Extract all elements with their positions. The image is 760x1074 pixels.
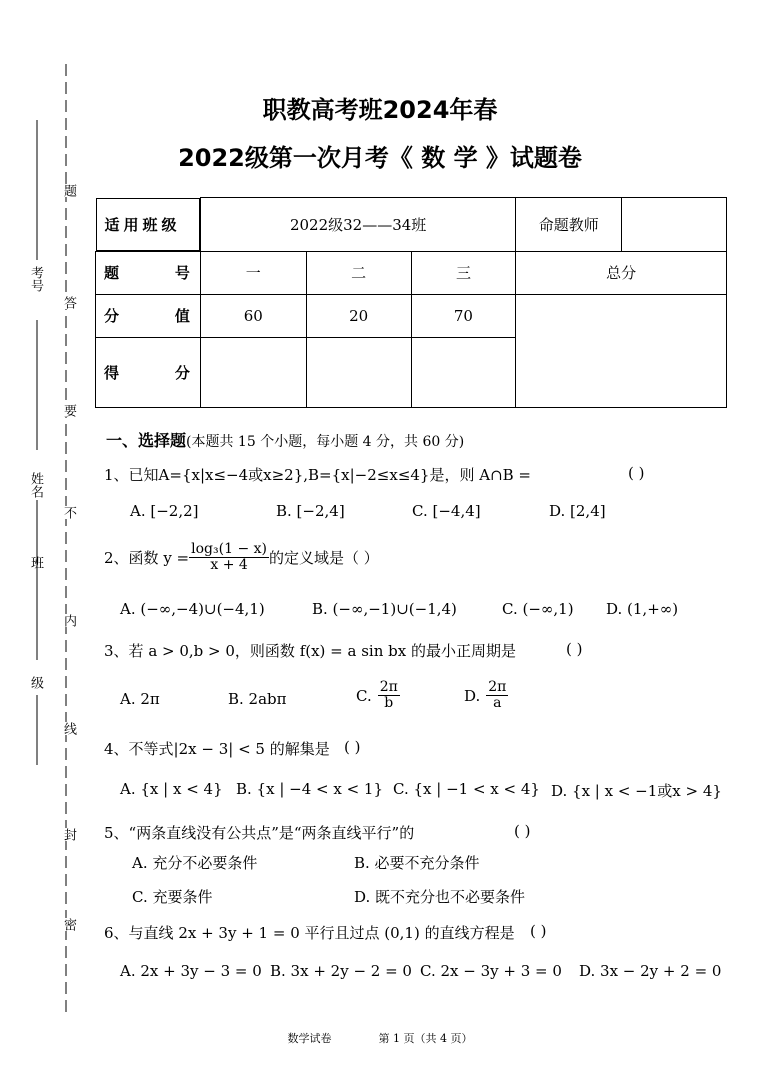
q5-option-d[interactable]: D. 既不充分也不必要条件 <box>354 888 526 906</box>
seal-char-feng: 封 <box>61 828 76 841</box>
question-1-paren: ( ) <box>628 464 645 482</box>
q5-option-a[interactable]: A. 充分不必要条件 <box>132 854 258 872</box>
grade-field-label: 级 <box>28 676 43 689</box>
question-3: 3、若 a > 0,b > 0，则函数 f(x) = a sin bx 的最小正周期是 <box>104 642 516 660</box>
question-4-paren: ( ) <box>344 738 361 756</box>
q1-option-a[interactable]: A. [−2,2] <box>130 502 199 520</box>
score-info-table <box>95 197 727 408</box>
points-label: 分 值 <box>96 294 201 337</box>
q6-option-d[interactable]: D. 3x − 2y + 2 = 0 <box>579 962 722 980</box>
teacher-value <box>622 198 727 252</box>
section-heading <box>106 428 464 451</box>
points-section-2: 20 <box>306 294 411 337</box>
footer-page-number: 第 1 页（共 4 页） <box>378 1032 473 1045</box>
q1-option-b[interactable]: B. [−2,4] <box>276 502 345 520</box>
section-col-1: 一 <box>200 251 306 294</box>
q6-option-b[interactable]: B. 3x + 2y − 2 = 0 <box>270 962 412 980</box>
score-obtained-label: 得 分 <box>96 337 201 407</box>
seal-char-ti: 题 <box>61 184 76 197</box>
name-field-label: 姓名 <box>28 472 43 498</box>
section-title: 一、选择题 <box>106 431 187 450</box>
q2-fraction: $\frac{\text{log₃(1 − x)}}{x + 4}$ <box>191 541 267 574</box>
binding-field-lines <box>32 120 42 770</box>
teacher-label: 命题教师 <box>516 198 622 252</box>
question-1: 1、已知A={x|x≤−4或x≥2},B={x|−2≤x≤4}是，则 A∩B = <box>104 466 531 484</box>
q2-option-c[interactable]: C. (−∞,1) <box>502 600 574 618</box>
question-6: 6、与直线 2x + 3y + 1 = 0 平行且过点 (0,1) 的直线方程是 <box>104 924 515 942</box>
question-5: 5、“两条直线没有公共点”是“两条直线平行”的 <box>104 824 415 842</box>
score-cell-1[interactable] <box>200 337 306 407</box>
q4-option-d[interactable]: D. {x | x < −1或x > 4} <box>551 782 722 800</box>
question-3-stem: 若 a > 0,b > 0，则函数 f(x) = a sin bx 的最小正周期是 <box>128 642 516 660</box>
points-section-3: 70 <box>411 294 516 337</box>
section-note: (本题共 15 个小题，每小题 4 分，共 60 分) <box>186 434 465 450</box>
q3-option-d[interactable]: D. $\frac{2\pi}{a}$ <box>464 679 507 712</box>
q4-option-b[interactable]: B. {x | −4 < x < 1} <box>236 780 384 798</box>
exam-title-line1: 职教高考班2024年春 <box>262 96 498 124</box>
question-5-stem: “两条直线没有公共点”是“两条直线平行”的 <box>128 824 415 842</box>
q2-option-b[interactable]: B. (−∞,−1)∪(−1,4) <box>312 600 457 618</box>
question-5-paren: ( ) <box>514 822 531 840</box>
q5-option-b[interactable]: B. 必要不充分条件 <box>354 854 480 872</box>
q3-option-d-fraction: $\frac{2\pi}{a}$ <box>488 679 507 712</box>
page-footer <box>0 1030 760 1046</box>
q3-option-c[interactable]: C. $\frac{2\pi}{b}$ <box>356 679 398 712</box>
class-field-label: 班 <box>28 556 43 569</box>
section-col-2: 二 <box>306 251 411 294</box>
exam-number-field-label: 考号 <box>28 266 43 292</box>
q1-option-d[interactable]: D. [2,4] <box>549 502 606 520</box>
seal-char-yao: 要 <box>61 404 76 417</box>
q2-option-d[interactable]: D. (1,+∞) <box>606 600 679 618</box>
question-4: 4、不等式|2x − 3| < 5 的解集是 <box>104 740 330 758</box>
question-3-paren: ( ) <box>566 640 583 658</box>
applicable-class-value: 2022级32——34班 <box>200 198 515 252</box>
q3-option-c-fraction: $\frac{2\pi}{b}$ <box>379 679 398 712</box>
points-section-1: 60 <box>200 294 306 337</box>
q6-option-c[interactable]: C. 2x − 3y + 3 = 0 <box>420 962 562 980</box>
question-6-stem: 与直线 2x + 3y + 1 = 0 平行且过点 (0,1) 的直线方程是 <box>128 924 515 942</box>
total-score-label: 总分 <box>516 251 727 294</box>
q1-option-c[interactable]: C. [−4,4] <box>412 502 481 520</box>
seal-char-bu: 不 <box>61 506 76 519</box>
seal-char-nei: 内 <box>61 614 76 627</box>
applicable-class-label: 适用班级 <box>96 198 200 251</box>
q5-option-c[interactable]: C. 充要条件 <box>132 888 213 906</box>
seal-char-da: 答 <box>61 296 76 309</box>
q6-option-a[interactable]: A. 2x + 3y − 3 = 0 <box>120 962 262 980</box>
q4-option-c[interactable]: C. {x | −1 < x < 4} <box>393 780 540 798</box>
score-cell-3[interactable] <box>411 337 516 407</box>
question-2: 2、 函数 y = $\frac{\text{log₃(1 − x)}}{x + 4}$ 的定义域是（ ） <box>104 541 379 574</box>
section-col-3: 三 <box>411 251 516 294</box>
q3-option-b[interactable]: B. 2abπ <box>228 690 287 708</box>
q2-option-a[interactable]: A. (−∞,−4)∪(−4,1) <box>120 600 265 618</box>
question-number-label: 题 号 <box>96 251 201 294</box>
binding-dashed-line <box>62 64 70 1014</box>
question-4-stem: 不等式|2x − 3| < 5 的解集是 <box>128 740 330 758</box>
q3-option-a[interactable]: A. 2π <box>120 690 160 708</box>
footer-subject: 数学试卷 <box>287 1032 332 1045</box>
seal-char-mi: 密 <box>61 918 76 931</box>
question-1-stem: 已知A={x|x≤−4或x≥2},B={x|−2≤x≤4}是，则 A∩B = <box>128 466 531 484</box>
question-6-paren: ( ) <box>530 922 547 940</box>
exam-title-line2: 2022级第一次月考《 数 学 》试题卷 <box>178 144 582 172</box>
score-cell-2[interactable] <box>306 337 411 407</box>
seal-char-xian: 线 <box>61 722 76 735</box>
q4-option-a[interactable]: A. {x | x < 4} <box>120 780 223 798</box>
total-score-cell[interactable] <box>516 294 727 407</box>
